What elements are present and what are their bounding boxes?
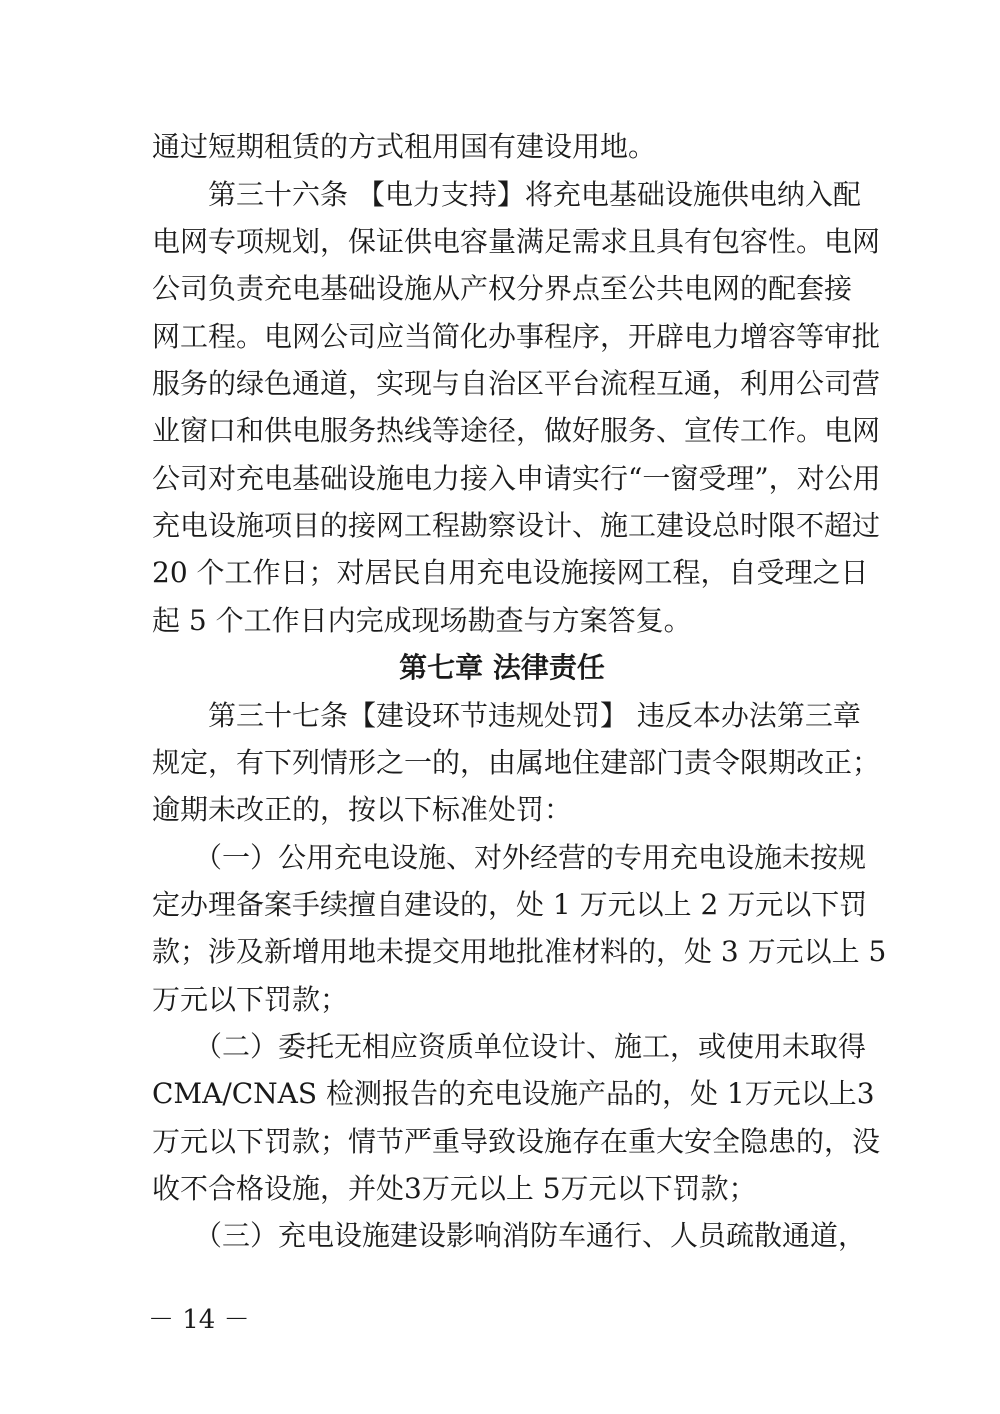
body-text-line: 定办理备案手续擅自建设的，处 1 万元以上 2 万元以下罚: [152, 888, 868, 921]
body-text-line: 起 5 个工作日内完成现场勘查与方案答复。: [152, 604, 692, 637]
body-text-line: CMA/CNAS 检测报告的充电设施产品的，处 1万元以上3: [152, 1077, 875, 1110]
body-text-line: 逾期未改正的，按以下标准处罚：: [152, 793, 573, 826]
body-text-line: 网工程。电网公司应当简化办事程序，开辟电力增容等审批: [152, 320, 881, 353]
body-text-line: 通过短期租赁的方式租用国有建设用地。: [152, 130, 657, 163]
article-37-heading-line: 第三十七条【建设环节违规处罚】 违反本办法第三章: [152, 699, 861, 732]
clause-1-line: （一）公用充电设施、对外经营的专用充电设施未按规: [152, 841, 867, 874]
chapter-heading: 第七章 法律责任: [399, 651, 605, 684]
clause-3-line: （三）充电设施建设影响消防车通行、人员疏散通道，: [152, 1219, 867, 1252]
body-text-line: 万元以下罚款；情节严重导致设施存在重大安全隐患的，没: [152, 1125, 881, 1158]
body-text-line: 业窗口和供电服务热线等途径，做好服务、宣传工作。电网: [152, 414, 881, 447]
page-number: － 14 －: [148, 1305, 250, 1335]
body-text-line: 服务的绿色通道，实现与自治区平台流程互通，利用公司营: [152, 367, 881, 400]
body-text-line: 20 个工作日；对居民自用充电设施接网工程，自受理之日: [152, 556, 869, 589]
body-text-line: 公司对充电基础设施电力接入申请实行“一窗受理”，对公用: [152, 462, 881, 495]
body-text-line: 万元以下罚款；: [152, 983, 349, 1016]
document-page: [152, 0, 887, 1414]
clause-2-line: （二）委托无相应资质单位设计、施工，或使用未取得: [152, 1030, 867, 1063]
body-text-line: 充电设施项目的接网工程勘察设计、施工建设总时限不超过: [152, 509, 881, 542]
body-text-line: 规定，有下列情形之一的，由属地住建部门责令限期改正；: [152, 746, 881, 779]
body-text-line: 电网专项规划，保证供电容量满足需求且具有包容性。电网: [152, 225, 881, 258]
body-text-line: 款；涉及新增用地未提交用地批准材料的，处 3 万元以上 5: [152, 935, 887, 968]
body-text-line: 公司负责充电基础设施从产权分界点至公共电网的配套接: [152, 272, 853, 305]
body-text-line: 收不合格设施，并处3万元以上 5万元以下罚款；: [152, 1172, 757, 1205]
article-36-heading-line: 第三十六条 【电力支持】将充电基础设施供电纳入配: [152, 178, 861, 211]
